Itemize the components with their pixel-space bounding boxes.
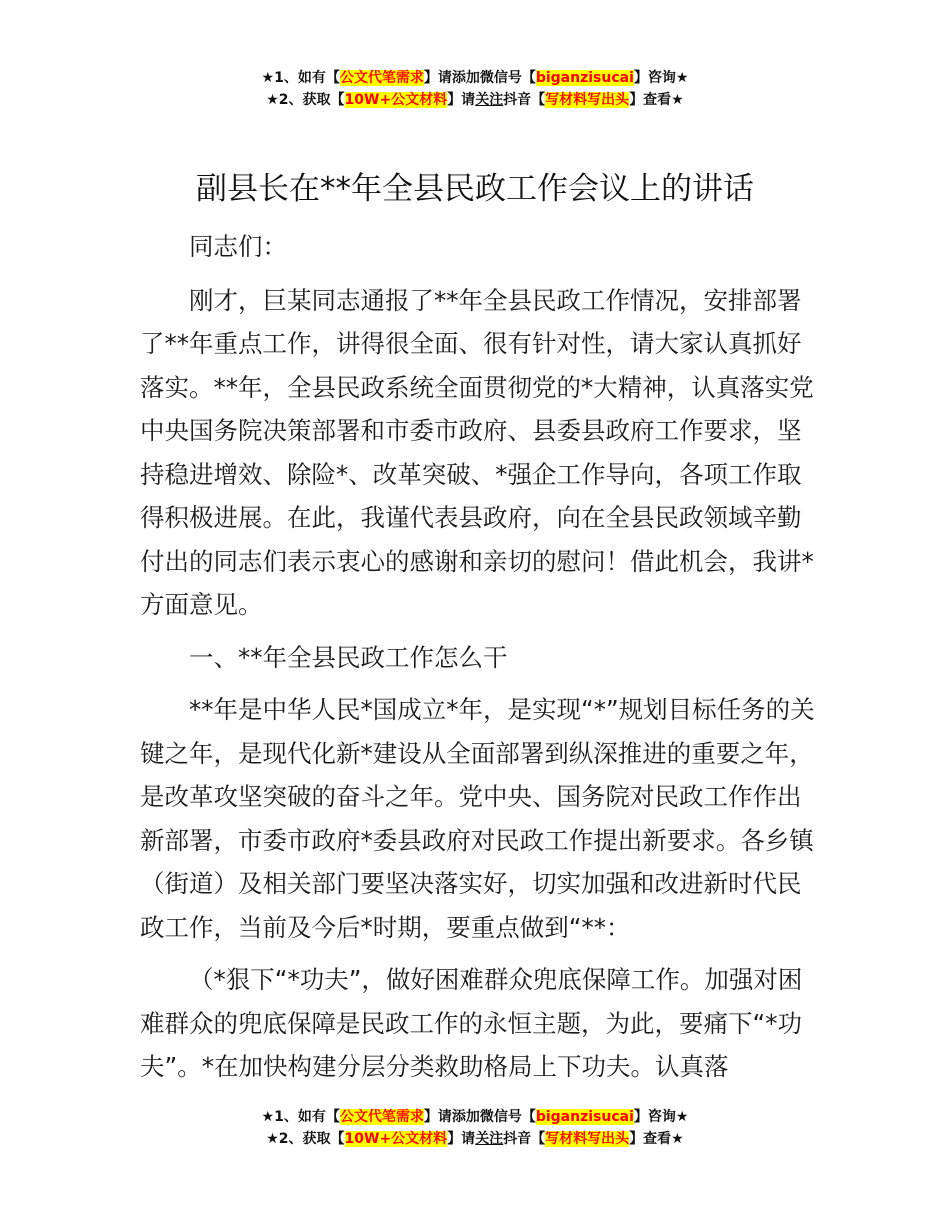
banner-text: ★2、获取【 — [266, 1131, 345, 1147]
banner-text: 】请添加微信号【 — [423, 1109, 536, 1125]
footer-banner — [0, 1106, 950, 1150]
underlined-text: 关注 — [475, 1131, 504, 1147]
highlight-text: 10W+公文材料 — [344, 1131, 448, 1147]
banner-text: 】请添加微信号【 — [423, 70, 536, 86]
section-heading: 一、**年全县民政工作怎么干 — [189, 642, 508, 672]
banner-text: 】查看★ — [629, 92, 684, 108]
banner-text: ★1、如有【 — [261, 70, 340, 86]
highlight-text: 公文代笔需求 — [339, 70, 424, 86]
banner-text: ★2、获取【 — [266, 92, 345, 108]
document-body — [140, 225, 823, 1089]
banner-line-1 — [0, 1106, 950, 1128]
underlined-text: 关注 — [475, 92, 504, 108]
highlight-text: 公文代笔需求 — [339, 1109, 424, 1125]
banner-text: 】查看★ — [629, 1131, 684, 1147]
paragraph: **年是中华人民*国成立*年，是实现“*”规划目标任务的关键之年，是现代化新*建设从全面部署到纵深推进的重要之年，是改革攻坚突破的奋斗之年。党中央、国务院对民政工作作出新部署，市委市政府*委县政府对民政工作提出新要求。各乡镇（街道）及相关部门要坚决落实好，切实加强和改进新时代民政工作，当前及今后*时期，要重点做到“**： — [140, 695, 815, 942]
banner-line-2 — [0, 1128, 950, 1150]
banner-text: 抖音【 — [503, 1131, 546, 1147]
wechat-id-highlight: biganzisucai — [535, 1109, 634, 1125]
header-banner — [0, 67, 950, 111]
paragraph: （*狠下“*功夫”，做好困难群众兜底保障工作。加强对困难群众的兜底保障是民政工作的永恒主题，为此，要痛下“*功夫”。*在加快构建分层分类救助格局上下功夫。认真落 — [140, 965, 803, 1081]
paragraph-opening: 刚才，巨某同志通报了**年全县民政工作情况，安排部署了**年重点工作，讲得很全面、很有针对性，请大家认真抓好落实。**年，全县民政系统全面贯彻党的*大精神，认真落实党中央国务院决策部署和市委市政府、县委县政府工作要求，坚持稳进增效、除险*、改革突破、*强企工作导向，各项工作取得积极进展。在此，我谨代表县政府，向在全县民政领域辛勤付出的同志们表示衷心的感谢和亲切的慰问！借此机会，我讲*方面意见。 — [140, 285, 814, 619]
banner-text: 】咨询★ — [633, 1109, 689, 1125]
banner-line-1 — [0, 67, 950, 89]
banner-text: 】请 — [447, 1131, 476, 1147]
highlight-text: 10W+公文材料 — [344, 92, 448, 108]
document-title: 副县长在**年全县民政工作会议上的讲话 — [196, 171, 754, 207]
banner-line-2 — [0, 89, 950, 111]
douyin-name-highlight: 写材料写出头 — [545, 1131, 630, 1147]
banner-text: 抖音【 — [503, 92, 546, 108]
douyin-name-highlight: 写材料写出头 — [545, 92, 630, 108]
banner-text: 】咨询★ — [633, 70, 689, 86]
banner-text: ★1、如有【 — [261, 1109, 340, 1125]
banner-text: 】请 — [447, 92, 476, 108]
salutation: 同志们： — [189, 232, 287, 261]
wechat-id-highlight: biganzisucai — [535, 70, 634, 86]
